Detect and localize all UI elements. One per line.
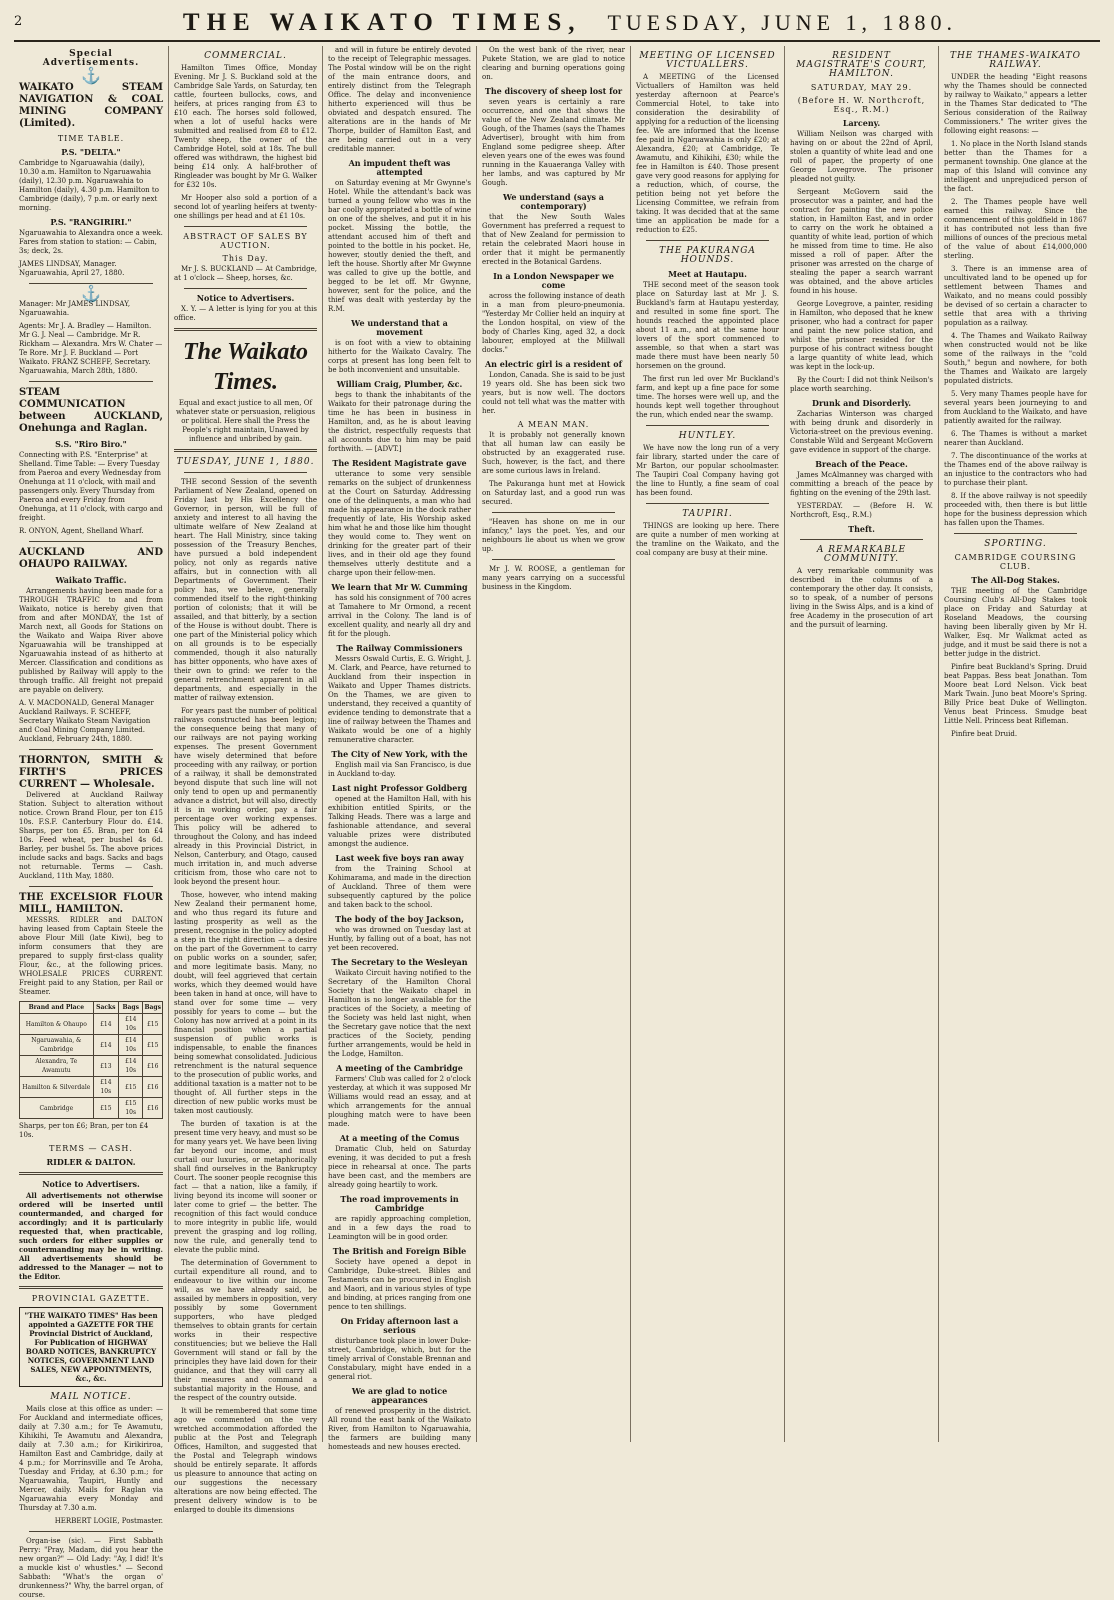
leader-paragraph: The burden of taxation is at the present time very heavy, and must so be for many years yet. We have been living far beyond our income, and must curtail our luxuries, or metaphorically shall find ourselves in the Bankruptcy Court. The sooner people recognise this fact — that a nation, like a family, if living beyond its income will sooner or later come to grief — the better. The recognition of this fact would conduce to more integrity in public life, would prevent the grasping and log rolling, now the rule, and generally tend to elevate the public mind.: [174, 1120, 318, 1254]
riro-text: Connecting with P.S. "Enterprise" at Shelland. Time Table: — Every Tuesday from Paeroa and every Wednesday from Onehunga at 11 o'clock, with mail and passengers only. Every Thursday from Paeroa and every Friday from Onehunga, at 11 o'clock, with cargo and freight.: [19, 451, 163, 522]
table-cell: £14: [93, 1014, 118, 1035]
table-header-cell: Sacks: [93, 1002, 118, 1014]
news-paragraph: The Pakuranga hunt met at Howick on Saturday last, and a good run was secured.: [482, 480, 625, 506]
news-heading: The body of the boy Jackson,: [335, 914, 464, 924]
news-paragraph: English mail via San Francisco, is due in Auckland to-day.: [328, 761, 471, 778]
table-cell: £15 10s: [119, 1098, 143, 1119]
newspaper-title: THE WAIKATO TIMES,: [182, 9, 582, 36]
news-paragraph: Mr J. W. ROOSE, a gentleman for many years carrying on a successful business in the Kingdom.: [482, 565, 625, 591]
news-paragraph: on Saturday evening at Mr Gwynne's Hotel. While the attendant's back was turned a young fellow who was in the bar coolly appropriated a bottle of wine on one of the shelves, and put it in his pocket. Missing the bottle, the attendant accused him of theft and pointed to the bottle in his pocket. He, however, stoutly denied the theft, and left the house. Shortly after Mr Gwynne was called to give up the bottle, and begged to be let off. Mr Gwynne, however, sent for the police, and the thief was dealt with yesterday by the R.M.: [328, 179, 471, 313]
table-cell: £14 10s: [119, 1035, 143, 1056]
table-cell: £14: [93, 1035, 118, 1056]
column-1-advertisements: [14, 46, 168, 1599]
table-cell: £14 10s: [119, 1056, 143, 1077]
news-paragraph: On the west bank of the river, near Pukete Station, we are glad to notice clearing and burning operations going on.: [482, 46, 625, 81]
railway-paragraph: 4. The Thames and Waikato Railway when constructed would not be like some of the railways in the "cold South," begun and nowhere, for both the Thames and Waikato are largely populated districts.: [944, 332, 1087, 385]
leader-dateline: TUESDAY, JUNE 1, 1880.: [176, 457, 315, 467]
railway-signature: A. V. MACDONALD, General Manager Auckland Railways. F. SCHEFF, Secretary Waikato Steam Navigation and Coal Mining Company Limited. Auckland, February 24th, 1880.: [19, 699, 154, 743]
divider: [174, 328, 317, 331]
thornton-text: Delivered at Auckland Railway Station. Subject to alteration without notice. Crown Brand Flour, per ton £15 10s. F.S.F. Canterbury Flour do. £14. Sharps, per ton £5. Bran, per ton £4 10s. Feed wheat, per bushel 4s 6d. Barley, per bushel 5s. The above prices include sacks and bags. Sacks and bags not returnable. Terms — Cash. Auckland, 11th May, 1880.: [19, 791, 163, 880]
meet-hautapu-heading: Meet at Hautapu.: [668, 269, 747, 279]
court-date: SATURDAY, MAY 29.: [810, 83, 913, 92]
news-heading: Last week five boys ran away: [335, 853, 464, 863]
divider: [19, 1172, 163, 1175]
paper-title: The Waikato Times.: [182, 339, 309, 395]
gazette-box-text: "THE WAIKATO TIMES" Has been appointed a GAZETTE FOR THE Provincial District of Auckland, For Publication of HIGHWAY BOARD NOTICES, BANKRUPTCY NOTICES, GOVERNMENT LAND SALES, NEW APPOINTMENTS, &c., &c.: [24, 1311, 158, 1383]
railway-paragraph: UNDER the heading "Eight reasons why the Thames should be connected by railway to Waikato," appears a letter in the Thames Star dedicated to "The Serious consideration of the Railway Commissioners." The writer gives the following eight reasons: —: [944, 73, 1087, 135]
coursing-club-heading: CAMBRIDGE COURSING CLUB.: [954, 553, 1077, 571]
column-6-court: [784, 46, 938, 1442]
divider: [646, 240, 769, 241]
court-paragraph: George Lovegrove, a painter, residing in Hamilton, who deposed that he knew prisoner, who had a contract for paper and paint the new police station, and whilst the prisoner resided for the purpose of his contract witness bought a large quantity of white lead, which was kept in the lock-up.: [790, 300, 933, 371]
news-paragraph: disturbance took place in lower Duke-street, Cambridge, which, but for the timely arrival of Constable Brennan and Constabulary, might have ended in a general riot.: [328, 1337, 471, 1381]
news-paragraph: of renewed prosperity in the district. All round the east bank of the Waikato River, from Hamilton to Ngaruawahia, the farmers are building many homesteads and new houses erected.: [328, 1407, 471, 1451]
table-cell: £15: [119, 1077, 143, 1098]
leader-paragraph: For years past the number of political railways constructed has been legion; the consequence being that many of our railways are not paying working expenses. The present Government have wisely determined that before proceeding with any railway, or portion of a railway, it shall be demonstrated beyond dispute that such line will not only tend to open up and permanently advance a district, but will also, directly it is in working order, pay a fair percentage over working expenses. This policy will be adhered to throughout the Colony, and has indeed already in this Provincial District, in Nelson, Canterbury, and Otago, caused much irritation in, and much adverse criticism from, those who care not to look beyond the present hour.: [174, 707, 317, 886]
railway-heading: AUCKLAND AND OHAUPO RAILWAY.: [19, 547, 163, 570]
quote-paragraph: "Heaven has shone on me in our infancy," lays the poet. Yes, and our neighbours lie about us when we grow up.: [482, 518, 625, 553]
divider: [29, 886, 153, 887]
railway-text: Arrangements having been made for a THROUGH TRAFFIC to and from Waikato, notice is hereby given that from and after MONDAY, the 1st of March next, all Goods for Stations on the Waikato and Waipa River above Ngaruawahia will be transhipped at Ngaruawahia instead of as hitherto at Mercer. Classification and conditions as published by Railway will apply to the through traffic. All freight not prepaid are payable on delivery.: [19, 587, 163, 694]
taupiri-heading: TAUPIRI.: [682, 509, 733, 519]
news-paragraph: Waikato Circuit having notified to the Secretary of the Hamilton Choral Society that the Waikato chapel in Hamilton is no longer available for the practices of the Society, a meeting of the Society was held last night, when the Secretary gave notice that the next practices of the Society, pending further arrangements, would be held in the Lodge, Hamilton.: [328, 969, 471, 1058]
news-paragraph: Messrs Oswald Curtis, E. G. Wright, J. M. Clark, and Pearce, have returned to Auckland from their inspection in Waikato and Upper Thames districts. On the Thames, we are given to understand, they received a quantity of evidence tending to demonstrate that a line of railway between the Thames and Waikato would be one of a highly remunerative character.: [328, 655, 471, 744]
railway-paragraph: 8. If the above railway is not speedily proceeded with, then there is but little hope for the business depression which has fallen upon the Thames.: [944, 492, 1087, 527]
victuallers-text: A MEETING of the Licensed Victuallers of Hamilton was held yesterday afternoon at Pearce's Commercial Hotel, to take into consideration the desirability of applying for a reduction of the licensing fee. We are informed that the license fee paid in Ngaruawahia is only £20; at Alexandra, £20; at Cambridge, Te Awamutu, and Kihikihi, £30; while the fee in Hamilton is £40. Those present gave very good reasons for applying for a reduction, which, of course, the petition being not yet before the Licensing Committee, we refrain from taking. It was decided that at the same time an application be made for a reduction to £25.: [636, 73, 779, 234]
news-heading: In a London Newspaper we come: [493, 271, 614, 290]
divider: [184, 288, 307, 289]
table-cell: £16: [143, 1098, 163, 1119]
news-heading: At a meeting of the Comus: [339, 1133, 460, 1143]
column-2-commercial-leader: [168, 46, 322, 1514]
masthead: [14, 6, 1100, 42]
excelsior-heading: THE EXCELSIOR FLOUR MILL, HAMILTON.: [19, 892, 163, 915]
court-before: (Before H. W. Northcroft, Esq., R.M.): [797, 96, 926, 114]
column-5-reports: [630, 46, 784, 1442]
news-heading: The discovery of sheep lost for: [484, 86, 623, 96]
news-heading: A meeting of the Cambridge: [336, 1063, 463, 1073]
table-row: [20, 1077, 163, 1098]
sporting-results: Pinfire beat Buckland's Spring. Druid beat Pappas. Bess beat Jonathan. Tom Moore beat Lord Nelson. Vick beat Mark Twain. Juno beat Moore's Spring. Billy Price beat Duke of Wellington. Venus beat Princess. Smudge beat Little Nell. Princess beat Rifleman.: [944, 663, 1087, 725]
railway-paragraph: 7. The discontinuance of the works at the Thames end of the above railway is an injustice to the contractors who had to purchase their plant.: [944, 452, 1087, 487]
this-day-heading: This Day.: [222, 254, 269, 263]
sporting-paragraph: THE meeting of the Cambridge Coursing Club's All-Dog Stakes took place on Friday and Saturday at Roseland Meadows, the coursing having been liberally given by Mr H. Walker, Esq. Mr Walkmat acted as judge, and it must be said there is not a better judge in the district.: [944, 587, 1087, 658]
pakuranga-text: THE second meet of the season took place on Saturday last at Mr J. S. Buckland's farm at Hautapu yesterday, and resulted in some fine sport. The hounds reached the appointed place about 11 a.m., and at the same hour lovers of the sport commenced to assemble, so that when a start was made there must have been nearly 50 horsemen on the ground.: [636, 281, 779, 370]
thornton-heading: THORNTON, SMITH & FIRTH'S PRICES CURRENT — Wholesale.: [19, 755, 163, 790]
notice-advertisers-text: All advertisements not otherwise ordered will be inserted until countermanded, and charged for accordingly; and it is particularly requested that, when practicable, such orders for either supplies or countermanding may be in writing. All advertisements should be addressed to the Manager — not to the Editor.: [19, 1191, 163, 1281]
railway-paragraph: 1. No place in the North Island stands better than the Thames for a permanent township. One glance at the map of this Island will convince any intelligent and unprejudiced person of the fact.: [944, 140, 1087, 193]
news-heading: We learn that Mr W. Cumming: [331, 582, 468, 592]
divider: [800, 539, 923, 540]
pakuranga-heading: THE PAKURANGA HOUNDS.: [659, 246, 756, 265]
all-dog-stakes-heading: The All-Dog Stakes.: [971, 575, 1060, 585]
column-7-railway-sporting: [938, 46, 1092, 1442]
table-cell: £16: [143, 1056, 163, 1077]
news-paragraph: It is probably not generally known that all human law can easily be obstructed by an exaggerated ruse. Such, however, is the fact, and there are some curious laws in Ireland.: [482, 431, 625, 475]
notice-advertisers-heading: Notice to Advertisers.: [196, 293, 295, 303]
divider: [492, 559, 615, 560]
news-heading: The City of New York, with the: [331, 749, 468, 759]
remarkable-community-heading: A REMARKABLE COMMUNITY.: [816, 545, 907, 564]
news-heading: The Resident Magistrate gave: [332, 458, 467, 468]
steamship-icon: ⚓: [81, 66, 101, 85]
news-heading: The British and Foreign Bible: [332, 1246, 467, 1256]
news-paragraph: London, Canada. She is said to be just 19 years old. She has been sick two years, but is now well. The doctors could not tell what was the matter with her.: [482, 371, 625, 415]
delta-heading: P.S. "DELTA.": [61, 147, 121, 157]
excelsior-text: MESSRS. RIDLER and DALTON having leased from Captain Steele the above Flour Mill (late Kiwi), beg to inform consumers that they are prepared to supply first-class quality Flour, &c., at the following prices. WHOLESALE PRICES CURRENT. Freight paid to any Station, per Rail or Steamer.: [19, 916, 163, 996]
railway-subheading: Waikato Traffic.: [55, 575, 127, 585]
column-4-news: [476, 46, 630, 1442]
table-cell: £15: [93, 1098, 118, 1119]
divider: [646, 425, 769, 426]
ridler-signature: RIDLER & DALTON.: [46, 1157, 136, 1167]
news-heading: A MEAN MAN.: [517, 420, 590, 429]
abstract-sales-heading: ABSTRACT OF SALES BY AUCTION.: [183, 232, 308, 250]
time-table-heading: TIME TABLE.: [57, 134, 125, 143]
rangiriri-heading: P.S. "RANGIRIRI.": [50, 217, 132, 227]
table-cell: Ngaruawahia, & Cambridge: [20, 1035, 94, 1056]
theft-heading: Theft.: [848, 524, 875, 534]
table-cell: £14 10s: [93, 1077, 118, 1098]
news-heading: An electric girl is a resident of: [484, 359, 623, 369]
table-cell: Hamilton & Silverdale: [20, 1077, 94, 1098]
commercial-paragraph: Hamilton Times Office, Monday Evening. Mr J. S. Buckland sold at the Cambridge Sale Yards, on Saturday, ten cattle, fourteen bullocks, cows, and heifers, at prices ranging from £3 to £10 each. The horses sold followed, when a lot of useful hacks were submitted and realised from £8 to £12. Twenty sheep, the owner of the Cambridge Hotel, sold at 18s. The bull offered was withdrawn, the highest bid being £14 only. A half-brother of Ringleader was bought by Mr G. Walker for £32 10s.: [174, 64, 317, 189]
organ-anecdote: Organ-ise (sic). — First Sabbath Perry: "Pray, Madam, did you hear the new organ?" — Old Lady: "Ay, I did! It's a muckle kist o' whustles." — Second Sabbath: "What's the organ o' drunkenness?" Why, the barrel organ, of course.: [19, 1537, 163, 1599]
news-heading: The Secretary to the Wesleyan: [331, 957, 468, 967]
table-header-cell: Bags: [143, 1002, 163, 1014]
divider: [492, 512, 615, 513]
thames-railway-heading: THE THAMES-WAIKATO RAILWAY.: [949, 51, 1082, 70]
news-paragraph: opened at the Hamilton Hall, with his exhibition entitled Spirits, or the Talking Heads. There was a large and fashionable attendance, and several valuable prizes were distributed amongst the audience.: [328, 795, 471, 848]
divider: [29, 541, 153, 542]
news-heading: The Railway Commissioners: [336, 643, 463, 653]
table-cell: Alexandra, Te Awamutu: [20, 1056, 94, 1077]
table-cell: Hamilton & Ohaupo: [20, 1014, 94, 1035]
news-heading: We are glad to notice appearances: [351, 1386, 448, 1405]
divider: [954, 533, 1077, 534]
table-cell: Cambridge: [20, 1098, 94, 1119]
huntley-heading: HUNTLEY.: [678, 431, 737, 441]
this-day-text: Mr J. S. BUCKLAND — At Cambridge, at 1 o'clock — Sheep, horses, &c.: [174, 265, 317, 282]
divider: [646, 503, 769, 504]
news-paragraph: across the following instance of death in a man from pleuro-pneumonia. "Yesterday Mr Collier held an inquiry at the London hospital, on view of the body of Charles King, aged 32, a dock labourer, employed at the Millwall docks.": [482, 292, 625, 354]
table-note: Sharps, per ton £6; Bran, per ton £4 10s.: [19, 1122, 149, 1139]
column-3-local-news: [322, 46, 476, 1451]
court-paragraph: Sergeant McGovern said the prosecutor was a painter, and had the contract for painting the new police station, in Hamilton East, and in order to carry on the work he obtained a quantity of white lead, portion of which he missed from time to time. He also missed a roll of paper. After the prisoner was arrested on the charge of stealing the paper a search warrant was obtained, and the above articles found in his house.: [790, 188, 933, 295]
railway-paragraph: 5. Very many Thames people have for several years been journeying to and from Auckland to the Waikato, and have patiently awaited for the railway.: [944, 390, 1087, 425]
special-advertisements-heading: Special Advertisements.: [42, 49, 140, 68]
leader-paragraph: Those, however, who intend making New Zealand their permanent home, and who thus regard its future and lasting prosperity as well as the present, recognise in the policy adopted a step in the right direction — a desire on the part of the Government to carry on public works on a sounder, safer, and more legitimate basis. Many, no doubt, will feel aggrieved that certain works, which they deemed would have been taken in hand at once, will have to stand over for some time — very possibly for years to come — but the Colony has now arrived at a point in its financial position when a partial suspension of public works is indispensable, to enable the finances being somewhat consolidated. Judicious retrenchment is the natural sequence to the prosecution of public works, and additional taxation is a matter not to be thought of. All further steps in the direction of new public works must be taken most cautiously.: [174, 891, 318, 1115]
manager-text: Manager: Mr JAMES LINDSAY, Ngaruawahia.: [19, 300, 131, 317]
divider: [174, 449, 317, 452]
agents-text: Agents: Mr J. A. Bradley — Hamilton. Mr G. J. Neal — Cambridge. Mr R. Rickham — Alexandra. Mrs W. Chater — Te Rore. Mr J. F. Buckland — Port Waikato. FRANZ SCHEFF, Secretary. Ngaruawahia, March 28th, 1880.: [19, 322, 163, 375]
riro-signature: R. ONYON, Agent, Shelland Wharf.: [19, 527, 144, 535]
news-heading: We understand that a movement: [351, 318, 448, 337]
table-cell: £13: [93, 1056, 118, 1077]
table-cell: £14 10s: [119, 1014, 143, 1035]
divider: [19, 1286, 163, 1289]
railway-paragraph: 6. The Thames is without a market nearer than Auckland.: [944, 430, 1087, 447]
table-row: [20, 1056, 163, 1077]
court-paragraph: William Neilson was charged with having on or about the 22nd of April, stolen a quantity of white lead and one roll of paper, the property of one George Lovegrove. The prisoner pleaded not guilty.: [790, 130, 933, 183]
mail-notice-signature: HERBERT LOGIE, Postmaster.: [54, 1517, 163, 1525]
news-heading: An impudent theft was attempted: [348, 158, 451, 177]
gazette-box: [19, 1307, 163, 1387]
table-header-cell: Bags: [119, 1002, 143, 1014]
court-paragraph: Zacharias Winterson was charged with being drunk and disorderly in Victoria-street on the previous evening. Constable Wild and Sergeant McGovern gave evidence in support of the charge.: [790, 410, 933, 454]
news-paragraph: who was drowned on Tuesday last at Huntly, by falling out of a boat, has not yet been recovered.: [328, 926, 471, 952]
huntley-text: We have now the long run of a very fair library, started under the care of Mr Barton, our popular schoolmaster. The Taupiri Coal Company having got the line to Huntly, a fine seam of coal has been found.: [636, 444, 779, 497]
steamship-icon: ⚓: [81, 284, 101, 303]
news-paragraph: seven years is certainly a rare occurrence, and one that shows the value of the New Zealand climate. Mr Gough, of the Thames (says the Thames Advertiser), brought with him from England some pedigree sheep. After eleven years one of the ewes was found running in the Kauaeranga Valley with her lambs, and was captured by Mr Gough.: [482, 98, 625, 187]
news-heading: Last night Professor Goldberg: [331, 783, 468, 793]
terms-text: TERMS — CASH.: [49, 1144, 133, 1153]
sporting-heading: SPORTING.: [984, 539, 1047, 549]
news-paragraph: has sold his consignment of 700 acres at Tamahere to Mr Ormond, a recent arrival in the Colony. The land is of excellent quality, and nearly all dry and fit for the plough.: [328, 594, 471, 638]
sporting-results: Pinfire beat Druid.: [951, 730, 1018, 738]
commercial-paragraph: Mr Hooper also sold a portion of a second lot of yearling heifers at twenty-one shillings per head and at £1 10s.: [174, 194, 317, 220]
news-paragraph: that the New South Wales Government has preferred a request to that of New Zealand for permission to retain the celebrated Maori house in order that it might be permanently erected in the Botanical Gardens.: [482, 213, 625, 266]
divider: [184, 472, 307, 473]
paper-motto: Equal and exact justice to all men, Of whatever state or persuasion, religious or political. Here shall the Press the People's right maintain, Unawed by influence and unbribed by gain.: [175, 399, 316, 443]
riro-heading: S.S. "Riro Biro.": [55, 439, 127, 449]
table-row: [20, 1035, 163, 1056]
news-paragraph: Dramatic Club, held on Saturday evening, it was decided to put a fresh piece in rehearsal at once. The parts have been cast, and the members are already going heartily to work.: [328, 1145, 471, 1189]
mail-notice-text: Mails close at this office as under: — For Auckland and intermediate offices, daily at 7.30 a.m.; for Te Awamutu, Kihikihi, Te Awamutu and Alexandra, daily at 7.30 a.m.; for Kirikiriroa, Hamilton East and Cambridge, daily at 4 p.m.; for Morrinsville and Te Aroha, Tuesday and Friday, at 6.30 p.m.; for Ngaruawahia, Taupiri, Huntly and Mercer, daily. Mails for Raglan via Ngaruawahia every Monday and Thursday at 7.30 a.m.: [19, 1405, 163, 1512]
divider: [29, 749, 153, 750]
news-paragraph: is on foot with a view to obtaining hitherto for the Waikato Cavalry. The corps at present has long been felt to be both inconvenient and unsuitable.: [328, 339, 471, 374]
table-cell: £15: [143, 1014, 163, 1035]
rangiriri-signature: JAMES LINDSAY, Manager. Ngaruawahia, April 27, 1880.: [19, 260, 125, 277]
leader-paragraph: The determination of Government to curtail expenditure all round, and to endeavour to live within our income will, as we have already said, be assailed by members in opposition, very possibly by some Government supporters, who have pledged themselves to obtain grants for certain works in their respective constituencies; but we believe the Hall Government will stand or fall by the principles they have laid down for their guidance, and that they will carry all their measures and command a substantial majority in the House, and the respect of the country outside.: [174, 1259, 317, 1402]
news-heading: On Friday afternoon last a serious: [340, 1316, 459, 1335]
leader-paragraph: THE second Session of the seventh Parliament of New Zealand, opened on Friday last by His Excellency the Governor, in person, will be full of anxiety and interest to all having the ultimate welfare of New Zealand at heart. The Hall Ministry, since taking possession of the Treasury Benches, have pursued a bold independent policy, not only as regards native affairs, but in connection with all Departments of Government. Their policy has, we believe, generally commended itself to the right-thinking portion of colonists; that it will be assailed, and that bitterly, by a section of the House is without doubt. There is one part of the Ministerial policy which on all grounds is to be especially commended, though it also naturally has bitter opponents, who have axes of their own to grind: we refer to the general retrenchment apparent in all departments, and especially in the matter of railway extension.: [174, 478, 317, 702]
news-paragraph: Society have opened a depot in Cambridge, Duke-street. Bibles and Testaments can be procured in English and Maori, and in various styles of type and binding, at prices ranging from one pence to ten shillings.: [328, 1258, 471, 1311]
drunk-heading: Drunk and Disorderly.: [812, 398, 911, 408]
leader-paragraph: It will be remembered that some time ago we commented on the very wretched accommodation afforded the public at the Post and Telegraph Offices, Hamilton, and suggested that the Postal and Telegraph windows should be entirely separate. It affords us pleasure to announce that acting on our suggestions the necessary alterations are now being effected. The present delivery window is to be enlarged to double its dimensions: [174, 1407, 317, 1514]
table-cell: £16: [143, 1077, 163, 1098]
divider: [29, 1531, 153, 1532]
pakuranga-text: The first run led over Mr Buckland's farm, and kept up a fine pace for some time. The horses were well up, and the hounds kept well together throughout the run, which ended near the swamp.: [636, 375, 779, 419]
commercial-heading: COMMERCIAL.: [204, 51, 287, 61]
mail-notice-heading: MAIL NOTICE.: [50, 1392, 132, 1402]
news-heading: William Craig, Plumber, &c.: [336, 379, 463, 389]
rangiriri-text: Ngaruawahia to Alexandra once a week. Fares from station to station: — Cabin, 3s; deck, 2s.: [19, 229, 163, 255]
taupiri-text: THINGS are looking up here. There are quite a number of men working at the tramline on the Waikato, and the coal company are busy at their mine.: [636, 522, 779, 557]
table-header-row: [20, 1002, 163, 1014]
page-columns: [14, 46, 1100, 1599]
court-paragraph: James McAlmanney was charged with committing a breach of the peace by fighting on the evening of the 29th last.: [790, 471, 933, 497]
news-heading: The road improvements in Cambridge: [340, 1194, 459, 1213]
table-row: [20, 1098, 163, 1119]
notice-advertisers-heading: Notice to Advertisers.: [42, 1179, 140, 1189]
news-paragraph: begs to thank the inhabitants of the Waikato for their patronage during the time he has been in business in Hamilton, and, as he is about leaving the district, respectfully requests that all accounts due to him may be paid forthwith. — [ADVT.]: [328, 391, 471, 453]
steam-communication-heading: STEAM COMMUNICATION between AUCKLAND, Onehunga and Raglan.: [19, 387, 163, 434]
table-cell: £15: [143, 1035, 163, 1056]
delta-times: Cambridge to Ngaruawahia (daily), 10.30 a.m. Hamilton to Ngaruawahia (daily), 12.30 p.m. Ngaruawahia to Hamilton (daily), 4.30 p.m. Hamilton to Cambridge (daily), 7 p.m. or early next morning.: [19, 159, 159, 212]
news-paragraph: and will in future be entirely devoted to the receipt of Telegraphic messages. The Postal window will be on the right of the main entrance doors, and entirely distinct from the Telegraph Office. The delay and inconvenience hitherto experienced will thus be obviated and despatch ensured. The alterations are in the hands of Mr Thorpe, builder of Hamilton East, and are being carried out in a very creditable manner.: [328, 46, 471, 153]
news-paragraph: from the Training School at Kohimarama, and made in the direction of Auckland. Three of them were subsequently captured by the police and taken back to the school.: [328, 865, 471, 909]
gazette-heading: PROVINCIAL GAZETTE.: [31, 1294, 151, 1303]
news-paragraph: Farmers' Club was called for 2 o'clock yesterday, at which it was supposed Mr Williams would read an essay, and at which arrangements for the annual ploughing match were to have been made.: [328, 1075, 471, 1128]
court-paragraph: By the Court: I did not think Neilson's place worth searching.: [790, 376, 933, 393]
table-header-cell: Brand and Place: [20, 1002, 94, 1014]
divider: [184, 226, 307, 227]
prices-table: [19, 1001, 163, 1119]
railway-paragraph: 2. The Thames people have well earned this railway. Since the commencement of this goldfield in 1867 it has contributed not less than five millions of ounces of the precious metal of the value of about £14,000,000 sterling.: [944, 198, 1087, 260]
peace-heading: Breach of the Peace.: [815, 459, 908, 469]
divider: [29, 381, 153, 382]
news-paragraph: utterance to some very sensible remarks on the subject of drunkenness at the Court on Saturday. Addressing one of the delinquents, a man who had made his appearance in the dock rather frequently of late, His Worship asked him what he and those like him thought they would come to. They went on drinking for the greater part of their lives, and in their old age they found themselves utterly destitute and a charge upon their fellow-men.: [328, 470, 471, 577]
page-number: 2: [14, 14, 23, 29]
larceny-heading: Larceny.: [842, 118, 881, 128]
news-heading: We understand (says a contemporary): [503, 192, 604, 211]
railway-paragraph: 3. There is an immense area of uncultivated land to be opened up for settlement between Thames and Waikato, and no means could possibly be devised of so certain a character to settle that area with a thriving population as a railway.: [944, 265, 1087, 327]
remarkable-community-text: A very remarkable community was described in the columns of a contemporary the other day. It consists, so to speak, of a number of persons living in the Swiss Alps, and is a kind of free Academy in the prosecution of art and the pursuit of learning.: [790, 567, 933, 629]
court-paragraph: YESTERDAY. — (Before H. W. Northcroft, Esq., R.M.): [790, 502, 933, 519]
issue-date: TUESDAY, JUNE 1, 1880.: [607, 10, 958, 35]
steam-company-name: WAIKATO STEAM NAVIGATION & COAL MINING COMPANY (Limited).: [19, 82, 163, 129]
notice-advertisers-text: X. Y. — A letter is lying for you at this office.: [174, 305, 317, 322]
news-paragraph: are rapidly approaching completion, and in a few days the road to Leamington will be in good order.: [328, 1215, 471, 1241]
court-heading: RESIDENT MAGISTRATE'S COURT, HAMILTON.: [796, 51, 927, 79]
table-row: [20, 1014, 163, 1035]
victuallers-heading: MEETING OF LICENSED VICTUALLERS.: [639, 51, 776, 70]
